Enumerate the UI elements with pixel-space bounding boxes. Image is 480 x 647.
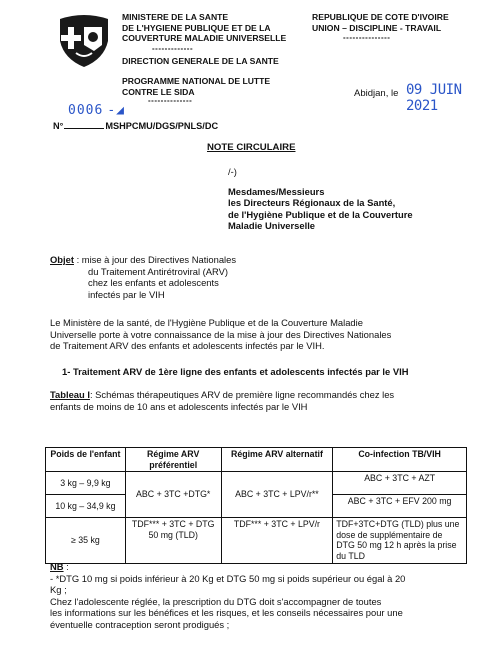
reference-stamp: 0006 -◢	[68, 103, 125, 118]
addressee: Mesdames/Messieurs les Directeurs Régionaux de la Santé, de l'Hygiène Publique et de la Couverture Maladie Universelle	[228, 186, 413, 232]
separator: --------------	[148, 96, 193, 105]
regimen-table	[45, 447, 467, 564]
preferred-cell: ABC + 3TC +DTG*	[125, 472, 221, 518]
objet: Objet : mise à jour des Directives Nationales du Traitement Antirétroviral (ARV) chez les enfants et adolescents infectés par le VIH	[50, 254, 237, 300]
coinfection-cell: TDF+3TC+DTG (TLD) plus une dose de supplémentaire de DTG 50 mg 12 h après la prise du TLD	[333, 518, 467, 563]
separator: -------------	[152, 44, 194, 53]
header-weight: Poids de l'enfant	[46, 448, 126, 472]
stamp-mark: -◢	[107, 103, 125, 118]
coinfection-cell: ABC + 3TC + EFV 200 mg	[333, 495, 467, 518]
header-coinfection: Co-infection TB/VIH	[333, 448, 467, 472]
table-row	[46, 472, 467, 495]
country-name: REPUBLIQUE DE COTE D'IVOIRE	[312, 12, 449, 22]
addressee-marker: /-)	[228, 166, 237, 177]
page-title: NOTE CIRCULAIRE	[207, 142, 296, 153]
country-motto: UNION – DISCIPLINE - TRAVAIL	[312, 23, 442, 33]
table-header-row	[46, 448, 467, 472]
alternative-cell: TDF*** + 3TC + LPV/r	[221, 518, 333, 563]
section-heading: 1- Traitement ARV de 1ère ligne des enfants et adolescents infectés par le VIH	[62, 366, 409, 377]
weight-cell: 3 kg – 9,9 kg	[46, 472, 126, 495]
ministry-logo	[54, 11, 114, 69]
weight-cell: 10 kg – 34,9 kg	[46, 495, 126, 518]
programme-name: PROGRAMME NATIONAL DE LUTTE CONTRE LE SIDA	[122, 76, 271, 97]
table-caption: Tableau I: Schémas thérapeutiques ARV de première ligne recommandés chez les enfants de moins de 10 ans et adolescents infectés par le VIH	[50, 389, 395, 412]
header-preferred: Régime ARV préférentiel	[125, 448, 221, 472]
nb-notes: NB : - *DTG 10 mg si poids inférieur à 20 Kg et DTG 50 mg si poids supérieur ou égal à 20 Kg ; Chez l'adolescente réglée, la prescription du DTG doit s'accompagner de toutes les informations sur les bénéfices et les risques, et les conseils nécessaires pour une éventuelle contraception seront prodigués ;	[50, 561, 406, 630]
table-row	[46, 518, 467, 563]
preferred-cell: TDF*** + 3TC + DTG 50 mg (TLD)	[125, 518, 221, 563]
intro-paragraph: Le Ministère de la santé, de l'Hygiène Publique et de la Couverture Maladie Universelle porte à votre connaissance de la mise à jour des Directives Nationales de Traitement ARV des enfants et adolescents infectés par le VIH.	[50, 317, 392, 352]
date-stamp: 09 JUIN 2021	[406, 82, 462, 114]
separator: ---------------	[343, 33, 391, 42]
coinfection-cell: ABC + 3TC + AZT	[333, 472, 467, 495]
alternative-cell: ABC + 3TC + LPV/r**	[221, 472, 333, 518]
reference-number: N° MSHPCMU/DGS/PNLS/DC	[53, 121, 219, 131]
weight-cell: ≥ 35 kg	[46, 518, 126, 563]
place-label: Abidjan, le	[354, 88, 399, 99]
header-alternative: Régime ARV alternatif	[221, 448, 333, 472]
ministry-name: MINISTERE DE LA SANTE DE L'HYGIENE PUBLIQUE ET DE LA COUVERTURE MALADIE UNIVERSELLE	[122, 12, 287, 43]
direction-name: DIRECTION GENERALE DE LA SANTE	[122, 56, 279, 66]
